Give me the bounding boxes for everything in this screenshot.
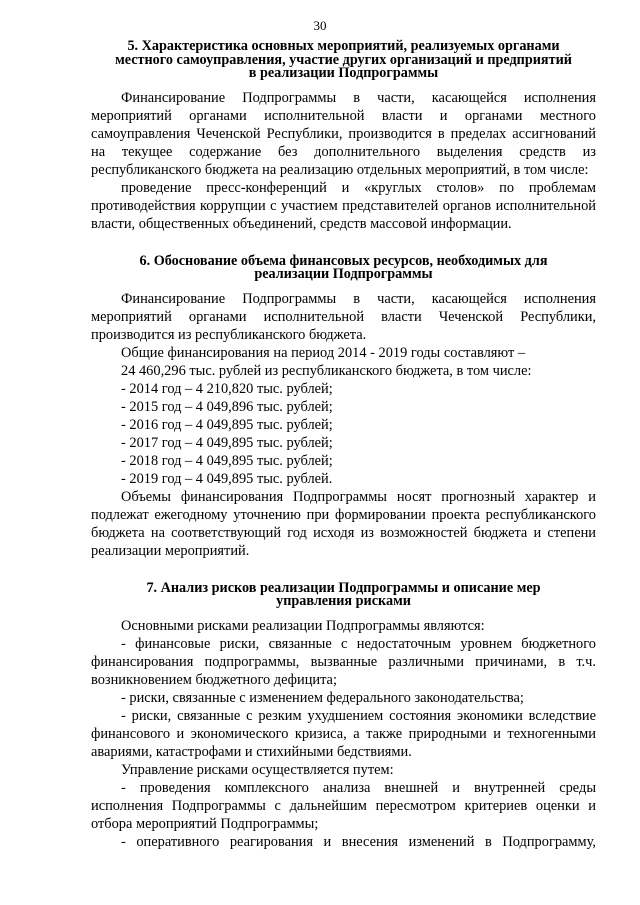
risk-management-item-response: - оперативного реагирования и внесения изменений в Подпрограмму, (121, 833, 596, 850)
section-6-total-line-1: Общие финансирования на период 2014 - 2019 годы составляют – (121, 344, 526, 361)
page-number: 30 (313, 18, 327, 33)
section-5-heading (91, 40, 596, 81)
section-6-total-line-2: 24 460,296 тыс. рублей из республиканского бюджета, в том числе: (121, 362, 532, 379)
funding-year-2014: - 2014 год – 4 210,820 тыс. рублей; (121, 380, 333, 397)
funding-year-2016: - 2016 год – 4 049,895 тыс. рублей; (121, 416, 333, 433)
section-6-paragraph-1: Финансирование Подпрограммы в части, касающейся исполнения мероприятий органами исполнительной власти Чеченской Республики, производится из республиканского бюджета. (91, 290, 596, 343)
section-6-heading (91, 252, 596, 282)
section-5-paragraph-1: Финансирование Подпрограммы в части, касающейся исполнения мероприятий органами исполнительной власти и органами местного самоуправления Чеченской Республики, производится в пределах ассигнований на текущее содержание без дополнительного выделения средств из республиканского бюджета на реализацию отдельных мероприятий, в том числе: (91, 89, 596, 178)
funding-year-2015: - 2015 год – 4 049,896 тыс. рублей; (121, 398, 333, 415)
funding-year-2018: - 2018 год – 4 049,895 тыс. рублей; (121, 452, 333, 469)
section-6-paragraph-2: Объемы финансирования Подпрограммы носят прогнозный характер и подлежат ежегодному уточнению при формировании проекта республиканского бюджета на соответствующий год исходя из возможностей бюджета и степени реализации мероприятий. (91, 488, 596, 559)
risk-management-item-analysis: - проведения комплексного анализа внешней и внутренней среды исполнения Подпрограммы с дальнейшим пересмотром критериев оценки и отбора мероприятий Подпрограммы; (91, 779, 596, 832)
risk-item-financial: - финансовые риски, связанные с недостаточным уровнем бюджетного финансирования подпрограммы, вызванные различными причинами, в т.ч. возникновением бюджетного дефицита; (91, 635, 596, 688)
document-body (91, 40, 596, 851)
funding-year-2019: - 2019 год – 4 049,895 тыс. рублей. (121, 470, 333, 487)
section-7-heading-line-1: 7. Анализ рисков реализации Подпрограммы и описание мер (146, 579, 541, 596)
section-7-heading-line-2: управления рисками (276, 593, 411, 609)
section-6-heading-line-2: реализации Подпрограммы (254, 266, 433, 282)
section-6-heading-line-1: 6. Обоснование объема финансовых ресурсов, необходимых для (139, 252, 548, 269)
section-5-heading-line-2: местного самоуправления, участие других организаций и предприятий (115, 51, 572, 68)
section-7-heading (91, 579, 596, 609)
section-7-intro: Основными рисками реализации Подпрограммы являются: (121, 617, 485, 634)
funding-year-2017: - 2017 год – 4 049,895 тыс. рублей; (121, 434, 333, 451)
risk-item-legislation: - риски, связанные с изменением федерального законодательства; (121, 689, 524, 706)
risk-item-economic: - риски, связанные с резким ухудшением состояния экономики вследствие финансового и экономического кризиса, а также природными и техногенными авариями, катастрофами и стихийными бедствиями. (91, 707, 596, 760)
section-5-paragraph-2: проведение пресс-конференций и «круглых столов» по проблемам противодействия коррупции с участием представителей органов исполнительной власти, общественных объединений, средств массовой информации. (91, 179, 596, 232)
section-5-heading-line-3: в реализации Подпрограммы (248, 65, 439, 81)
section-5-heading-line-1: 5. Характеристика основных мероприятий, реализуемых органами (127, 38, 560, 54)
risk-management-intro: Управление рисками осуществляется путем: (121, 761, 394, 778)
